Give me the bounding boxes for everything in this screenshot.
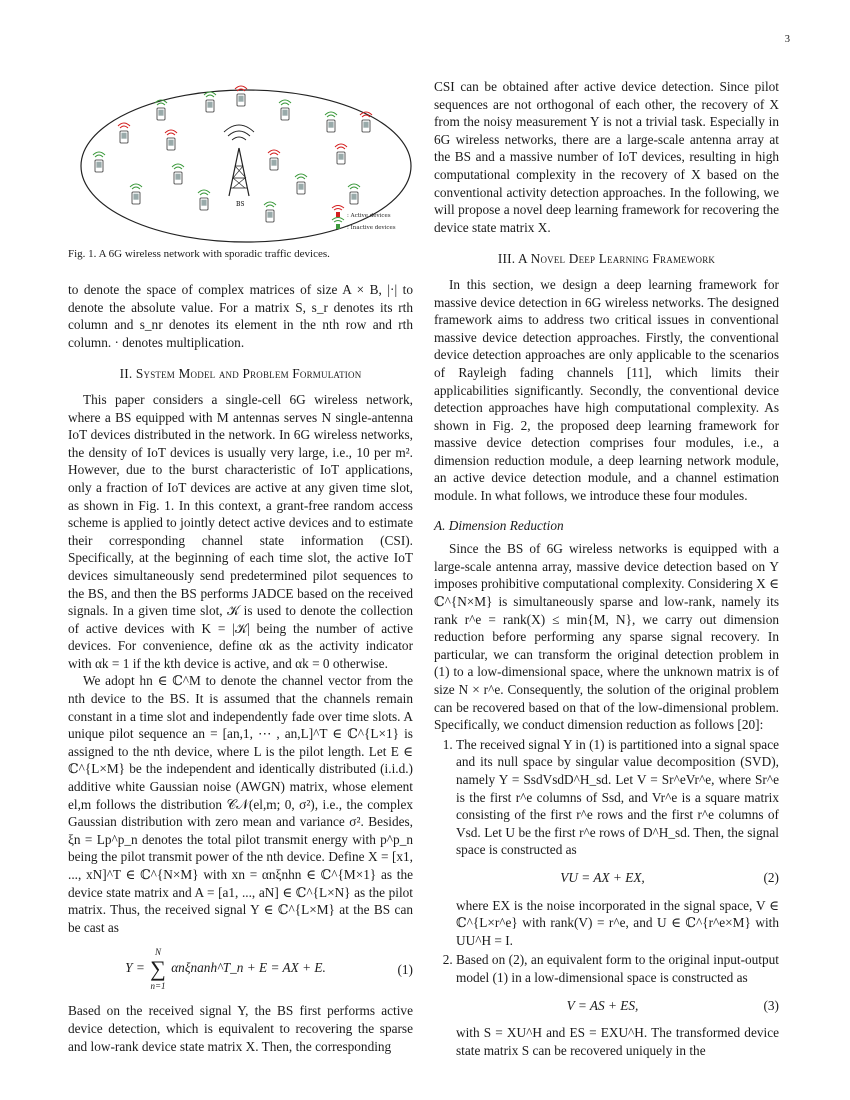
active-device-icon bbox=[268, 150, 280, 170]
system-model-paragraph-2: We adopt hn ∈ ℂ^M to denote the channel vector from the nth device to the BS. It is assumed that the channels remain constant in a time slot and independently fade over time slots. A unique pilot sequence an = [an,1, ⋯ , an,L]^T ∈ ℂ^{L×1} is assigned to the nth device, where L is the pilot length. Let E ∈ ℂ^{L×M} be the independent and identically distributed (i.i.d.) additive white Gaussian noise (AWGN) matrix, whose element el,m follows the distribution 𝒞𝒩(el,m; 0, σ²), i.e., the complex Gaussian distribution with zero mean and variance σ². Besides, ξn = Lp^p_n denotes the total pilot transmit energy with p^p_n being the pilot transmit power of the nth device. Define X = [x1, ..., xN]^T ∈ ℂ^{N×M} with xn = αnξnhn ∈ ℂ^{M×1} as the device state matrix and A = [a1, ..., aN] ∈ ℂ^{L×N} as the pilot matrix. Thus, the received signal Y ∈ ℂ^{L×M} at the BS can be cast as bbox=[68, 673, 413, 935]
system-model-paragraph-1: This paper considers a single-cell 6G wireless network, where a BS equipped with M antennas serves N single-antenna IoT devices distributed in the network. In 6G wireless networks, the density of IoT devices is usually very large, i.e., 10 per m². However, due to the burst characteristic of IoT applications, only a fraction of IoT devices are active at any given time slot, as shown in Fig. 1. In this context, a grant-free random access scheme is applied to jointly detect active devices and to estimate their corresponding channel state information (CSI). Specifically, at the beginning of each time slot, the active IoT devices simultaneously send predetermined pilot sequences to the BS, and then the BS performs JADCE based on the received signals. In a given time slot, 𝒦 is used to denote the collection of active devices with K = |𝒦| being the number of active devices. For convenience, define αk as the activity indicator with αk = 1 if the kth device is active, and αk = 0 otherwise. bbox=[68, 391, 413, 671]
inactive-device-icon bbox=[348, 184, 360, 204]
step-2-text-a: Based on (2), an equivalent form to the original input-output model (1) in a low-dimensional space is constructed as bbox=[456, 952, 779, 985]
inactive-device-icon bbox=[155, 100, 167, 120]
bs-label: BS bbox=[236, 201, 245, 208]
step-1-text-b: where EX is the noise incorporated in the signal space, V ∈ ℂ^{L×r^e} with rank(V) = r^e, and U ∈ ℂ^{r^e×M} with UU^H = I. bbox=[456, 897, 779, 948]
inactive-device-icon bbox=[279, 100, 291, 120]
sum-lower-limit: n=1 bbox=[150, 981, 166, 992]
left-column bbox=[68, 78, 413, 1055]
inactive-device-icon bbox=[198, 190, 210, 210]
active-legend-icon bbox=[336, 212, 340, 217]
network-diagram bbox=[68, 78, 413, 243]
equation-2-number: (2) bbox=[763, 869, 779, 885]
summation bbox=[150, 946, 166, 992]
equation-3 bbox=[456, 997, 779, 1015]
equation-1-number: (1) bbox=[397, 961, 413, 977]
legend-active-label: : Active devices bbox=[347, 213, 391, 219]
active-device-icon bbox=[360, 112, 372, 132]
subsection-a-heading: A. Dimension Reduction bbox=[434, 517, 564, 533]
step-2-text-b: with S = XU^H and ES = EXU^H. The transformed device state matrix S can be recovered uniquely in the bbox=[456, 1025, 779, 1058]
step-1-text-a: The received signal Y in (1) is partitioned into a signal space and its null space by singular value decomposition (SVD), namely Y = SsdVsdD^H_sd. Let V = Sr^eVr^e, where Sr^e is the first r^e columns of Ssd, and Vr^e is a square matrix consisting of the first r^e rows and the first r^e columns of Vsd. Let U be the first r^e rows of D^H_sd. Then, the signal space is constructed as bbox=[456, 736, 779, 858]
sum-upper-limit: N bbox=[155, 947, 162, 958]
section-3-paragraph: In this section, we design a deep learning framework for massive device detection in 6G wireless networks. The designed framework aims to address two critical issues in conventional massive device detection approaches. Firstly, the conventional device detection approaches are only applicable to the scenarios of Rayleigh fading channels [11], which limits their applicabilities significantly. Secondly, the conventional device detection approaches have high computational complexity. As shown in Fig. 2, the proposed deep learning framework for massive device detection comprises four modules, i.e., a dimension reduction module, a deep learning network module, an active device detection module, and a channel estimation module. In what follows, we introduce these four modules. bbox=[434, 276, 779, 504]
step-1 bbox=[456, 736, 779, 950]
dimension-reduction-paragraph: Since the BS of 6G wireless networks is equipped with a large-scale antenna array, massive device detection based on Y imposes prohibitive computational complexity. Considering X ∈ ℂ^{N×M} is simultaneously sparse and low-rank, namely its rank r^e = rank(X) ≤ min{M, N}, we carry out dimension reduction before performing any sparse signal recovery. In particular, we can transform the original detection problem in (1) to a low-dimensional space, where the unknown matrix is of size N × r^e. Consequently, the solution of the original problem can be recovered based on that of the low-dimensional problem. Specifically, we conduct dimension reduction as follows [20]: bbox=[434, 541, 779, 733]
inactive-device-icon bbox=[130, 184, 142, 204]
active-device-icon bbox=[165, 130, 177, 150]
continuation-paragraph: CSI can be obtained after active device detection. Since pilot sequences are not orthogonal of each other, the recovery of X from the noisy measurement Y is not a trivial task. Especially in 6G wireless networks, there are a large-scale antenna array at the BS and a massive number of IoT devices, resulting in high computational complexity in the recovery of X based on the conventional activity detection approaches. In the following, we will propose a novel deep learning framework for recovering the device state matrix X. bbox=[434, 79, 779, 235]
cell-boundary bbox=[81, 90, 411, 242]
equation-1-rhs: αnξnanh^T_n + E = AX + E. bbox=[171, 960, 326, 976]
section-2-heading: II. System Model and Problem Formulation bbox=[119, 366, 362, 382]
section-3-heading: III. A Novel Deep Learning Framework bbox=[497, 251, 716, 267]
figure-1-caption: Fig. 1. A 6G wireless network with sporadic traffic devices. bbox=[68, 248, 330, 260]
page-number: 3 bbox=[784, 34, 790, 45]
bs-tower-icon bbox=[224, 125, 254, 208]
inactive-device-icon bbox=[264, 202, 276, 222]
sum-symbol: ∑ bbox=[150, 956, 166, 982]
legend bbox=[332, 206, 396, 232]
equation-3-body: V = AS + ES, bbox=[566, 997, 639, 1013]
inactive-legend-icon bbox=[336, 224, 340, 229]
equation-1-lhs: Y = bbox=[125, 960, 145, 976]
equation-2-body: VU = AX + EX, bbox=[560, 869, 645, 885]
steps-list bbox=[434, 736, 779, 1060]
active-device-icon bbox=[118, 123, 130, 143]
legend-inactive-label: : Inactive devices bbox=[347, 225, 396, 231]
equation-3-number: (3) bbox=[763, 997, 779, 1013]
inactive-device-icon bbox=[172, 164, 184, 184]
equation-2 bbox=[456, 869, 779, 887]
inactive-device-icon bbox=[93, 152, 105, 172]
inactive-device-icon bbox=[204, 92, 216, 112]
equation-1 bbox=[68, 946, 413, 992]
inactive-device-icon bbox=[325, 112, 337, 132]
active-device-icon bbox=[235, 86, 247, 106]
right-column bbox=[434, 78, 779, 1061]
figure-1 bbox=[68, 78, 413, 243]
inactive-device-icon bbox=[295, 174, 307, 194]
step-2 bbox=[456, 951, 779, 1059]
notation-paragraph: to denote the space of complex matrices of size A × B, |·| to denote the absolute value. For a matrix S, s_r denotes its rth column and s_nr denotes its element in the nth row and rth column. · denotes multiplication. bbox=[68, 282, 413, 350]
after-eq1-paragraph: Based on the received signal Y, the BS first performs active device detection, which is equivalent to recovering the sparse and low-rank device state matrix X. Then, the corresponding bbox=[68, 1003, 413, 1054]
active-device-icon bbox=[335, 144, 347, 164]
